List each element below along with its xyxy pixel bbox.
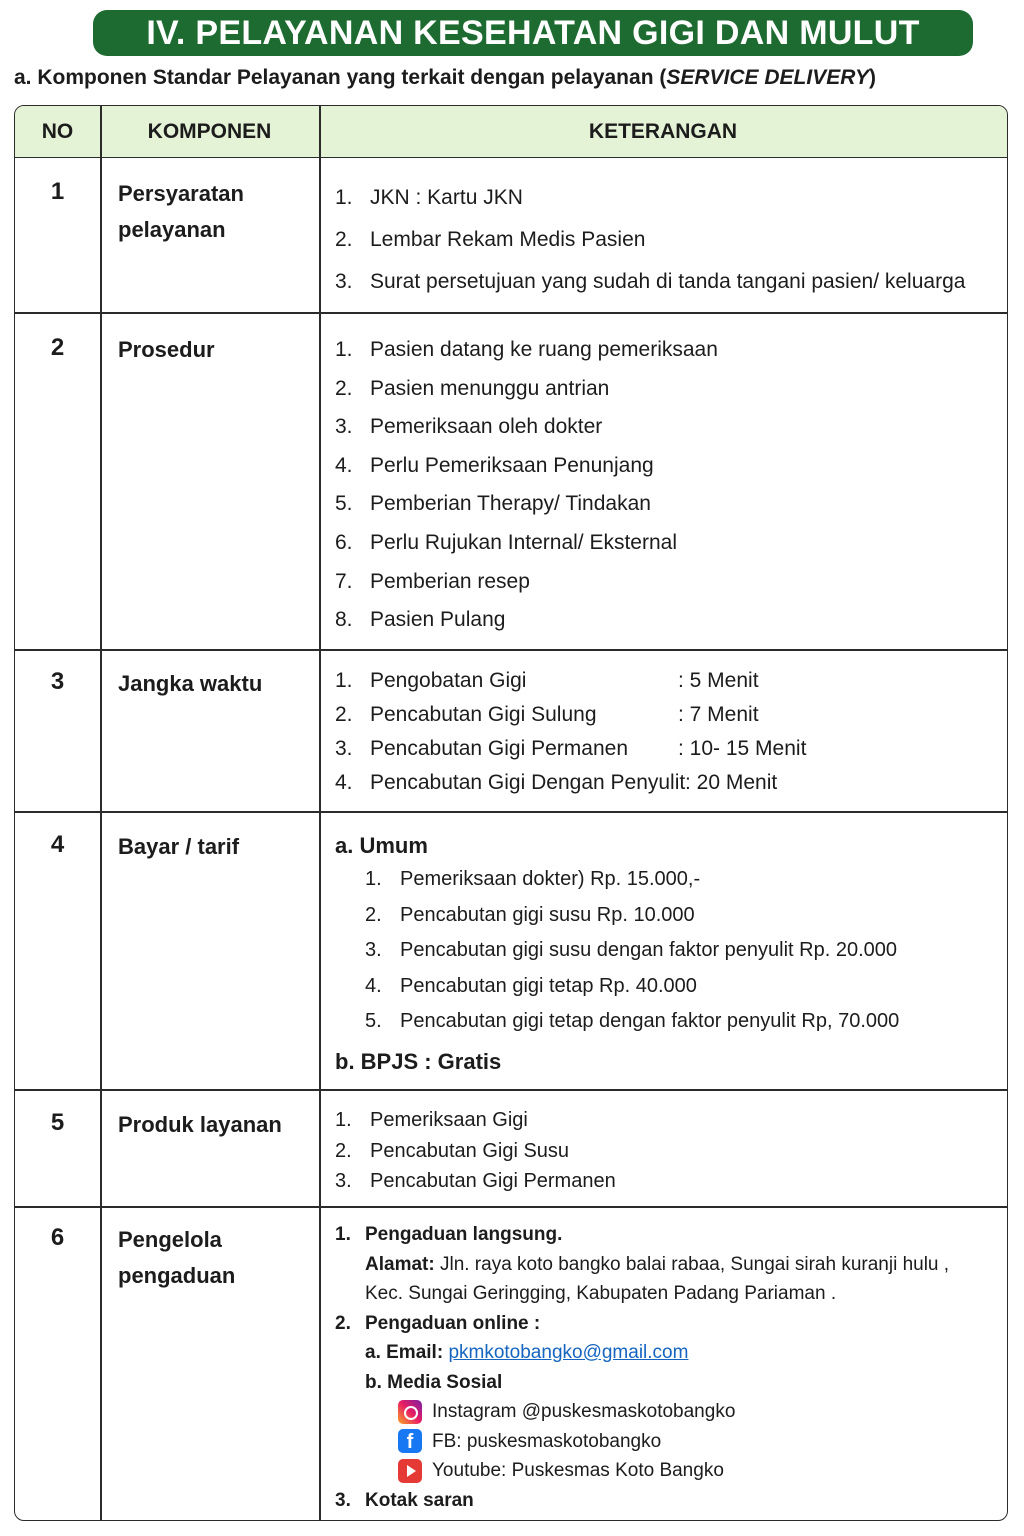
- list-item: 4. Pencabutan Gigi Dengan Penyulit: 20 Menit: [335, 771, 778, 794]
- row-component: Persyaratan pelayanan: [118, 181, 244, 242]
- header-keterangan: KETERANGAN: [588, 120, 738, 143]
- page-title-banner: [93, 10, 973, 56]
- list-item: 4. Perlu Pemeriksaan Penunjang: [335, 453, 654, 477]
- section-subtitle: [14, 66, 876, 90]
- row-number: 6: [50, 1224, 65, 1251]
- column-divider: [319, 106, 321, 1520]
- row-description: [335, 177, 995, 303]
- header-komponen: KOMPONEN: [147, 120, 272, 143]
- list-item: 4. Pencabutan gigi tetap Rp. 40.000: [365, 974, 697, 997]
- list-item: 1. Pemeriksaan dokter) Rp. 15.000,-: [365, 868, 701, 890]
- tariff-umum-label: a. Umum: [335, 833, 428, 858]
- subtitle-end: ): [869, 66, 877, 89]
- row-description: [335, 1220, 995, 1515]
- list-item: 3. Pencabutan Gigi Permanen : 10- 15 Menit: [335, 737, 807, 760]
- service-standard-table: [14, 105, 1008, 1521]
- row-component: Produk layanan: [118, 1112, 282, 1137]
- youtube-icon: [398, 1459, 422, 1483]
- email-link[interactable]: pkmkotobangko@gmail.com: [448, 1342, 689, 1363]
- row-number: 3: [50, 668, 65, 695]
- list-item: 1. Pemeriksaan Gigi: [335, 1109, 528, 1131]
- row-number: 5: [50, 1109, 65, 1136]
- list-item: 3. Pencabutan gigi susu dengan faktor penyulit Rp. 20.000: [365, 939, 898, 961]
- list-item: 7. Pemberian resep: [335, 569, 530, 593]
- row-description: [335, 664, 995, 800]
- row-component: Pengelola pengaduan: [118, 1227, 236, 1288]
- list-item: 2. Pencabutan Gigi Susu: [335, 1139, 570, 1162]
- complaint-direct: 1. Pengaduan langsung.: [335, 1224, 563, 1245]
- social-media-label: b. Media Sosial: [365, 1371, 503, 1393]
- list-item: 1. JKN : Kartu JKN: [335, 186, 523, 209]
- column-divider: [100, 106, 102, 1520]
- table-header: [15, 106, 1007, 158]
- list-item: 3. Pencabutan Gigi Permanen: [335, 1170, 616, 1192]
- facebook-row: f FB: puskesmaskotobangko: [335, 1427, 995, 1457]
- list-item: 2. Pencabutan gigi susu Rp. 10.000: [365, 903, 695, 926]
- row-number: 2: [50, 334, 65, 361]
- row-divider: [15, 312, 1007, 314]
- row-divider: [15, 811, 1007, 813]
- row-number: 4: [50, 831, 65, 858]
- youtube-row: Youtube: Puskesmas Koto Bangko: [335, 1456, 995, 1486]
- complaint-online: 2. Pengaduan online :: [335, 1312, 541, 1334]
- list-item: 2. Lembar Rekam Medis Pasien: [335, 228, 646, 251]
- list-item: 1. Pengobatan Gigi : 5 Menit: [335, 669, 759, 692]
- subtitle-emphasis: SERVICE DELIVERY: [666, 66, 870, 89]
- subtitle-text: a. Komponen Standar Pelayanan yang terkait dengan pelayanan (: [14, 66, 667, 89]
- row-number: 1: [50, 178, 65, 205]
- header-no: NO: [41, 120, 74, 143]
- row-divider: [15, 1089, 1007, 1091]
- list-item: 6. Perlu Rujukan Internal/ Eksternal: [335, 530, 677, 554]
- row-description: [335, 1105, 995, 1197]
- tariff-bpjs-label: b. BPJS : Gratis: [335, 1048, 502, 1074]
- row-description: [335, 830, 995, 1084]
- row-component: Prosedur: [118, 337, 215, 362]
- instagram-row: Instagram @puskesmaskotobangko: [335, 1397, 995, 1427]
- row-component: Bayar / tarif: [118, 834, 240, 859]
- complaint-address-line2: Kec. Sungai Geringging, Kabupaten Padang Pariaman .: [365, 1283, 837, 1304]
- instagram-icon: [398, 1400, 422, 1424]
- facebook-icon: f: [398, 1429, 422, 1453]
- list-item: 5. Pemberian Therapy/ Tindakan: [335, 492, 651, 516]
- row-component: Jangka waktu: [118, 671, 263, 696]
- complaint-email-row: a. Email: pkmkotobangko@gmail.com: [365, 1342, 689, 1363]
- page-title: IV. PELAYANAN KESEHATAN GIGI DAN MULUT: [146, 14, 920, 52]
- list-item: 8. Pasien Pulang: [335, 608, 506, 632]
- list-item: 1. Pasien datang ke ruang pemeriksaan: [335, 338, 718, 361]
- complaint-box: 3. Kotak saran: [335, 1489, 474, 1511]
- list-item: 2. Pencabutan Gigi Sulung : 7 Menit: [335, 703, 759, 726]
- list-item: 5. Pencabutan gigi tetap dengan faktor penyulit Rp, 70.000: [365, 1010, 900, 1032]
- list-item: 3. Pemeriksaan oleh dokter: [335, 415, 603, 439]
- list-item: 3. Surat persetujuan yang sudah di tanda tangani pasien/ keluarga: [335, 270, 966, 293]
- row-description: [335, 331, 995, 640]
- complaint-address: Alamat: Jln. raya koto bangko balai rabaa, Sungai sirah kuranji hulu ,: [365, 1253, 950, 1275]
- list-item: 2. Pasien menunggu antrian: [335, 376, 610, 400]
- row-divider: [15, 649, 1007, 651]
- row-divider: [15, 1206, 1007, 1208]
